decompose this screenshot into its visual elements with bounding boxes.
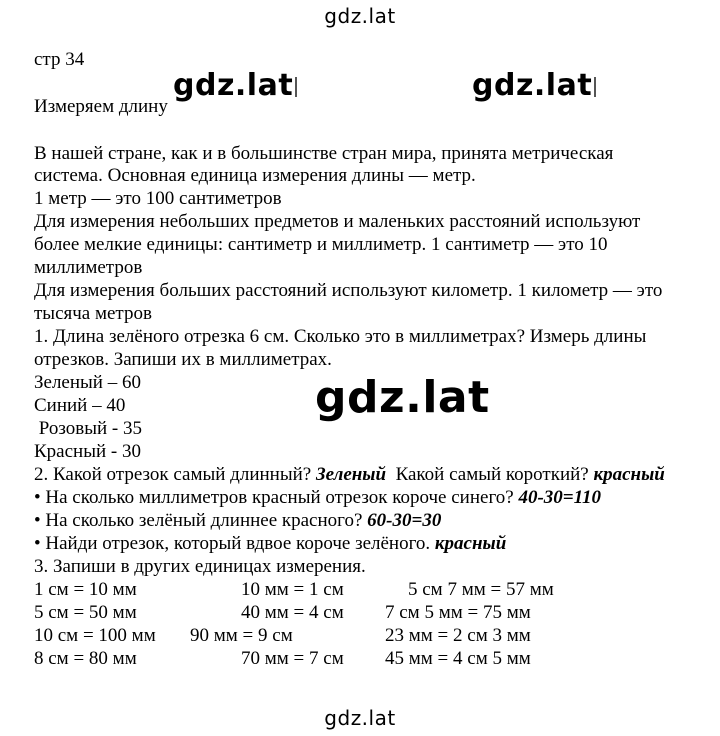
task2-bullet [34, 509, 441, 532]
bullet-answer: красный [434, 533, 507, 554]
conversion-cell: 90 мм = 9 см [190, 625, 293, 646]
conversion-cell: 40 мм = 4 см [241, 602, 344, 623]
conversion-cell: 45 мм = 4 см 5 мм [385, 648, 531, 669]
paragraph-line: 1 метр — это 100 сантиметров [34, 188, 282, 209]
conversion-cell: 8 см = 80 мм [34, 648, 137, 669]
paragraph-line: более мелкие единицы: сантиметр и миллиметр. 1 сантиметр — это 10 [34, 234, 608, 255]
section-heading: Измеряем длину [34, 96, 168, 117]
page-reference: стр 34 [34, 49, 85, 70]
paragraph-line: В нашей стране, как и в большинстве стран мира, принята метрическая [34, 143, 614, 164]
task1-answer-blue: Синий – 40 [34, 395, 126, 416]
task2-question [34, 463, 665, 486]
bullet-answer: 60-30=30 [367, 510, 442, 531]
paragraph-line: Для измерения больших расстояний используют километр. 1 километр — это [34, 280, 663, 301]
conversion-cell: 5 см = 50 мм [34, 602, 137, 623]
task1-answer-green: Зеленый – 60 [34, 372, 141, 393]
conversion-cell: 7 см 5 мм = 75 мм [385, 602, 531, 623]
conversion-cell: 70 мм = 7 см [241, 648, 344, 669]
task2-q2: Какой самый короткий? [386, 464, 594, 485]
watermark-overlay-1: gdz.lat [173, 68, 297, 103]
task1-answer-pink: Розовый - 35 [34, 418, 142, 439]
task1-question: отрезков. Запиши их в миллиметрах. [34, 349, 332, 370]
conversion-cell: 23 мм = 2 см 3 мм [385, 625, 531, 646]
watermark-overlay-center: gdz.lat [315, 372, 490, 423]
paragraph-line: Для измерения небольших предметов и маленьких расстояний используют [34, 211, 641, 232]
bullet-question: • Найди отрезок, который вдвое короче зелёного. [34, 533, 435, 554]
watermark-top: gdz.lat [324, 4, 396, 28]
conversion-cell: 10 см = 100 мм [34, 625, 156, 646]
task2-q1: 2. Какой отрезок самый длинный? [34, 464, 316, 485]
task1-question: 1. Длина зелёного отрезка 6 см. Сколько это в миллиметрах? Измерь длины [34, 326, 647, 347]
task2-answer-shortest: красный [593, 464, 665, 485]
paragraph-line: тысяча метров [34, 303, 152, 324]
task2-bullet [34, 532, 506, 555]
task3-title: 3. Запиши в других единицах измерения. [34, 556, 366, 577]
paragraph-line: система. Основная единица измерения длины — метр. [34, 165, 476, 186]
task2-answer-longest: Зеленый [315, 464, 387, 485]
conversion-cell: 1 см = 10 мм [34, 579, 137, 600]
watermark-bottom: gdz.lat [324, 706, 396, 730]
bullet-question: • На сколько миллиметров красный отрезок короче синего? [34, 487, 519, 508]
watermark-overlay-2: gdz.lat [472, 68, 596, 103]
conversion-cell: 5 см 7 мм = 57 мм [408, 579, 554, 600]
task2-bullet [34, 486, 601, 509]
task1-answer-red: Красный - 30 [34, 441, 141, 462]
bullet-question: • На сколько зелёный длиннее красного? [34, 510, 368, 531]
conversion-cell: 10 мм = 1 см [241, 579, 344, 600]
bullet-answer: 40-30=110 [518, 487, 602, 508]
paragraph-line: миллиметров [34, 257, 143, 278]
